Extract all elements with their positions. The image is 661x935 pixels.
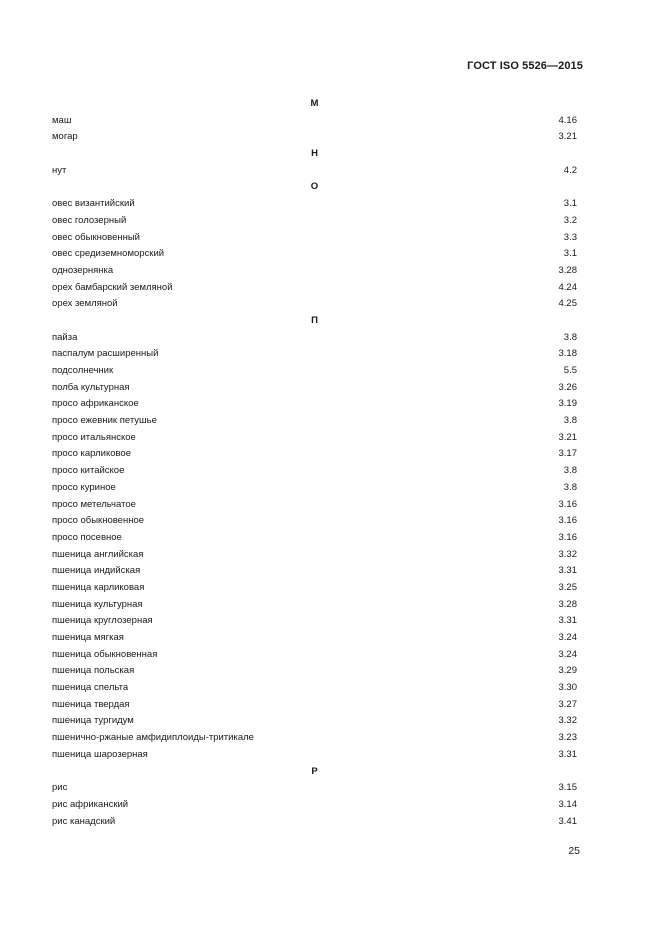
index-reference: 3.2 (563, 214, 577, 226)
alphabetical-index (52, 96, 577, 830)
index-reference: 3.3 (563, 231, 577, 243)
index-entry (52, 296, 577, 313)
index-entry (52, 630, 577, 647)
index-term: овес византийский (52, 198, 135, 210)
index-entry (52, 697, 577, 714)
index-term: пайза (52, 331, 78, 343)
index-reference: 3.8 (563, 465, 577, 477)
index-term: паспалум расширенный (52, 348, 159, 360)
index-term: пшеница спельта (52, 682, 129, 694)
index-term: овес средиземноморский (52, 248, 165, 260)
index-term: овес обыкновенный (52, 231, 140, 243)
page-number: 25 (568, 845, 580, 857)
index-reference: 3.30 (558, 682, 577, 694)
index-term: орех бамбарский земляной (52, 281, 173, 293)
index-reference: 4.25 (558, 298, 577, 310)
index-term: просо посевное (52, 531, 122, 543)
index-reference: 3.28 (558, 598, 577, 610)
index-entry (52, 196, 577, 213)
index-reference: 3.24 (558, 632, 577, 643)
index-entry (52, 113, 577, 130)
index-term: пшеница мягкая (52, 632, 124, 643)
index-term: пшеница индийская (52, 565, 141, 577)
index-entry (52, 563, 577, 580)
index-term: просо обыкновенное (52, 515, 145, 527)
index-reference: 4.2 (563, 164, 577, 176)
index-reference: 3.31 (558, 565, 577, 577)
index-entry (52, 597, 577, 614)
index-reference: 3.8 (563, 331, 577, 343)
index-entry (52, 446, 577, 463)
index-entry (52, 513, 577, 530)
index-reference: 3.32 (558, 715, 577, 727)
section-letter: Н (311, 148, 318, 160)
index-reference: 3.17 (558, 448, 577, 460)
index-entry (52, 413, 577, 430)
index-term: маш (52, 114, 72, 126)
section-letter: О (310, 181, 319, 193)
index-reference: 3.29 (558, 665, 577, 677)
index-reference: 3.27 (558, 698, 577, 710)
index-entry (52, 780, 577, 797)
index-term: пшеница твердая (52, 698, 130, 710)
index-reference: 3.1 (563, 248, 577, 260)
index-term: полба культурная (52, 381, 130, 393)
section-letter: М (310, 98, 319, 109)
index-reference: 3.21 (558, 431, 577, 443)
index-reference: 4.24 (558, 281, 577, 293)
index-entry (52, 396, 577, 413)
index-entry (52, 613, 577, 630)
index-reference: 4.16 (558, 114, 577, 126)
index-term: пшеница круглозерная (52, 615, 153, 627)
index-entry (52, 163, 577, 180)
index-reference: 3.23 (558, 732, 577, 744)
index-term: нут (52, 164, 67, 176)
index-term: овес голозерный (52, 214, 127, 226)
index-entry (52, 213, 577, 230)
index-reference: 3.26 (558, 381, 577, 393)
index-entry (52, 730, 577, 747)
index-entry (52, 263, 577, 280)
index-term: просо куриное (52, 481, 116, 493)
index-term: пшеница английская (52, 548, 144, 560)
index-reference: 5.5 (563, 365, 577, 376)
index-entry (52, 680, 577, 697)
index-term: рис канадский (52, 815, 116, 827)
index-reference: 3.16 (558, 498, 577, 510)
index-reference: 3.21 (558, 131, 577, 143)
index-reference: 3.18 (558, 348, 577, 360)
index-entry (52, 747, 577, 764)
index-reference: 3.15 (558, 782, 577, 794)
section-letter: П (311, 314, 318, 326)
index-term: просо метельчатое (52, 498, 136, 510)
index-entry (52, 280, 577, 297)
index-term: просо ежевник петушье (52, 415, 157, 427)
index-entry (52, 713, 577, 730)
index-reference: 3.1 (563, 198, 577, 210)
index-reference: 3.28 (558, 264, 577, 276)
index-reference: 3.31 (558, 748, 577, 760)
index-entry (52, 663, 577, 680)
index-term: пшеница обыкновенная (52, 648, 158, 660)
index-reference: 3.32 (558, 548, 577, 560)
index-entry (52, 430, 577, 447)
index-term: пшеница культурная (52, 598, 143, 610)
index-entry (52, 129, 577, 146)
index-term: рис африканский (52, 798, 129, 810)
index-reference: 3.41 (558, 815, 577, 827)
index-reference: 3.31 (558, 615, 577, 627)
index-reference: 3.19 (558, 398, 577, 410)
index-entry (52, 230, 577, 247)
index-entry (52, 346, 577, 363)
index-reference: 3.16 (558, 515, 577, 527)
section-letter: Р (311, 765, 318, 777)
index-entry (52, 330, 577, 347)
index-term: пшеница тургидум (52, 715, 134, 727)
index-entry (52, 814, 577, 831)
index-reference: 3.24 (558, 648, 577, 660)
index-reference: 3.16 (558, 531, 577, 543)
index-term: просо африканское (52, 398, 139, 410)
index-reference: 3.8 (563, 415, 577, 427)
index-term: пшеница шарозерная (52, 748, 148, 760)
index-term: просо карликовое (52, 448, 132, 460)
index-entry (52, 547, 577, 564)
index-term: рис (52, 782, 68, 794)
index-reference: 3.25 (558, 581, 577, 593)
index-entry (52, 480, 577, 497)
index-term: подсолнечник (52, 365, 114, 376)
index-term: могар (52, 131, 78, 143)
index-entry (52, 363, 577, 380)
index-reference: 3.8 (563, 481, 577, 493)
index-entry (52, 647, 577, 664)
index-term: орех земляной (52, 298, 118, 310)
index-term: пшенично-ржаные амфидиплоиды-тритикале (52, 732, 254, 744)
index-entry (52, 580, 577, 597)
index-reference: 3.14 (558, 798, 577, 810)
document-header: ГОСТ ISO 5526—2015 (467, 60, 583, 72)
index-term: просо итальянское (52, 431, 136, 443)
index-entry (52, 246, 577, 263)
index-entry (52, 380, 577, 397)
index-entry (52, 530, 577, 547)
index-entry (52, 497, 577, 514)
index-entry (52, 797, 577, 814)
index-entry (52, 463, 577, 480)
index-term: пшеница карликовая (52, 581, 145, 593)
index-term: просо китайское (52, 465, 125, 477)
index-term: однозернянка (52, 264, 114, 276)
index-term: пшеница польская (52, 665, 135, 677)
